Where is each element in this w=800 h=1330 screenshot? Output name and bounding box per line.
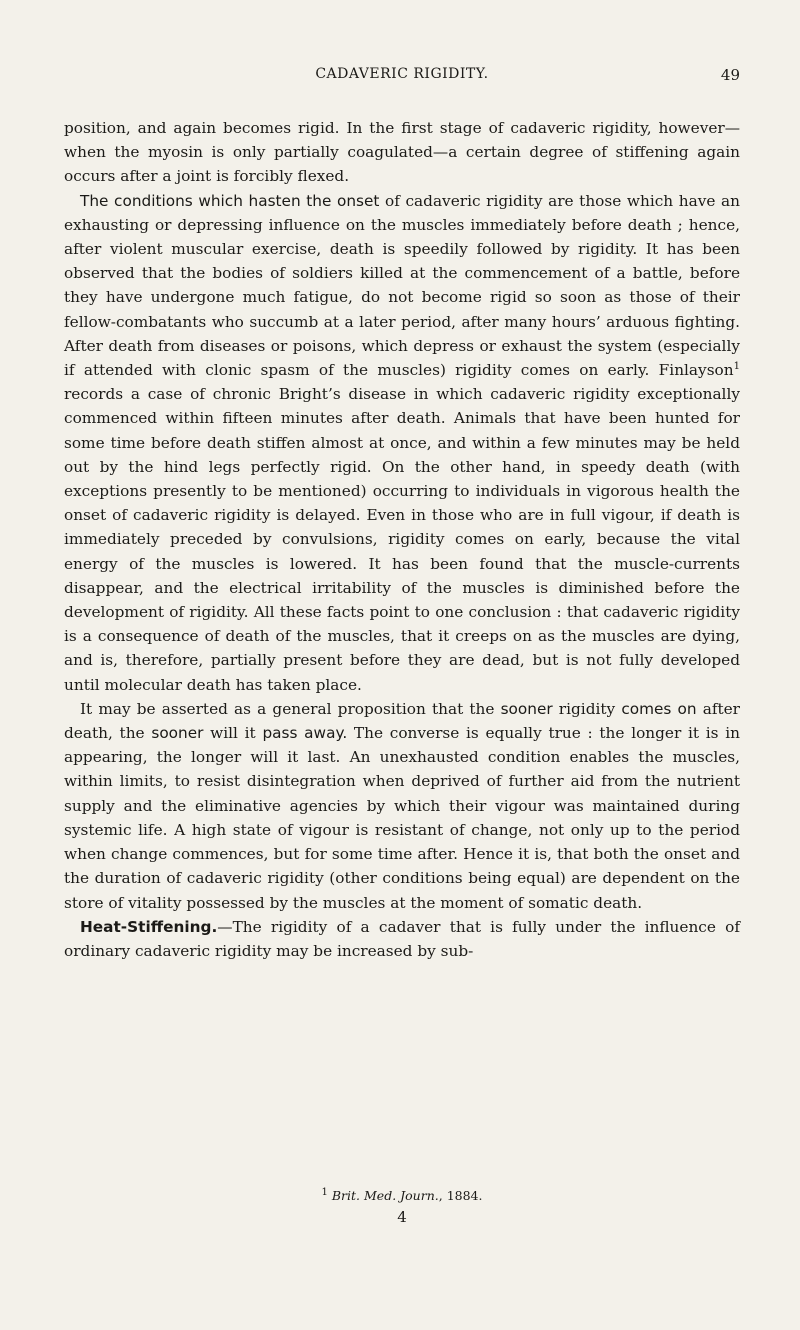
footnote-marker: 1: [321, 1186, 328, 1198]
paragraph-2-text-b: records a case of chronic Bright’s disease in which cadaveric rigidity exceptionally commenced within fifteen minutes after death. Animals that have been hunted for some time before death stiffen almost at once, and within a few minutes may be held out by the hind legs perfectly rigid. On the other hand, in speedy death (with exceptions presently to be mentioned) occurring to individuals in vigorous health the onset of cadaveric rigidity is delayed. Even in those who are in full vigour, if death is immediately preceded by convulsions, rigidity comes on early, because the vital energy of the muscles is lowered. It has been found that the muscle-currents disappear, and the electrical irritability of the muscles is diminished before the development of rigidity. All these facts point to one conclusion : that cadaveric rigidity is a consequence of death of the muscles, that it creeps on as the muscles are dying, and is, therefore, partially present before they are dead, but is not fully developed until molecular death has taken place.: [64, 385, 740, 694]
footnote-ref: 1: [733, 360, 740, 372]
paragraph-3-text-e: The converse is equally true : the longer it is in appearing, the longer will it last. An unexhausted condition enables the muscles, within limits, to resist disintegration when deprived of further aid from the nutrient supply and the eliminative agencies by which their vigour was maintained during systemic life. A high state of vigour is resistant of change, not only up to the period when change commences, but for some time after. Hence it is, that both the onset and the duration of cadaveric rigidity (other conditions being equal) are dependent on the store of vitality possessed by the muscles at the moment of somatic death.: [64, 724, 741, 912]
paragraph-4: [64, 915, 740, 963]
paragraph-2-lead: The conditions which hasten the onset: [80, 191, 380, 210]
running-head-title: CADAVERIC RIGIDITY.: [315, 66, 489, 82]
emphasis-sooner-1: sooner: [500, 699, 553, 718]
paragraph-3: [64, 697, 740, 915]
footnote-year: , 1884.: [438, 1188, 483, 1203]
paragraph-4-text: —The rigidity of a cadaver that is fully under the influence of ordinary cadaveric rigidity may be increased by sub-: [64, 917, 740, 960]
paragraph-3-text-c: after death, the: [64, 699, 740, 743]
paragraph-3-text-a: It may be asserted as a general proposition that the: [80, 699, 501, 718]
page-number: 49: [720, 66, 740, 84]
emphasis-pass-away: pass away.: [262, 724, 348, 743]
section-heading-heat-stiffening: Heat-Stiffening.: [80, 917, 218, 936]
signature-mark: 4: [397, 1208, 407, 1226]
emphasis-sooner-2: sooner: [151, 724, 204, 743]
footnote: [64, 1188, 740, 1203]
footnote-journal: Brit. Med. Journ.: [331, 1188, 439, 1203]
paragraph-2-text-a: of cadaveric rigidity are those which have an exhausting or depressing influence on the muscles immediately before death ; hence, after violent muscular exercise, death is speedily followed by rigidity. It has been observed that the bodies of soldiers killed at the commencement of a battle, before they have undergone much fatigue, do not become rigid so soon as those of their fellow-combatants who succumb at a later period, after many hours’ arduous fighting. After death from diseases or poisons, which depress or exhaust the system (especially if attended with clonic spasm of the muscles) rigidity comes on early. Finlayson: [64, 191, 740, 380]
running-header: [64, 66, 740, 92]
paragraph-2: [64, 189, 740, 697]
emphasis-comes-on: comes on: [621, 699, 697, 718]
paragraph-1: position, and again becomes rigid. In the first stage of cadaveric rigidity, however—when the myosin is only partially coagulated—a certain degree of stiffening again occurs after a joint is forcibly flexed.: [64, 119, 740, 186]
paragraph-3-text-d: will it: [203, 724, 263, 743]
paragraph-3-text-b: rigidity: [552, 699, 622, 718]
body-text: [64, 116, 740, 963]
